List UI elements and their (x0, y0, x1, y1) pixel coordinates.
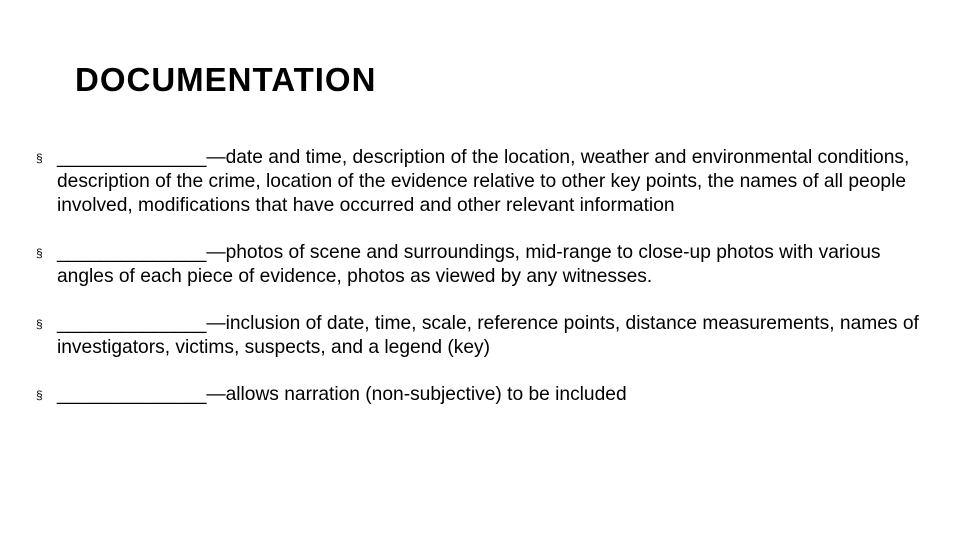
bullet-text: ______________—allows narration (non-subjective) to be included (57, 384, 627, 405)
bullet-square-icon: § (36, 246, 43, 260)
bullet-item (36, 312, 936, 360)
bullet-square-icon: § (36, 388, 43, 402)
bullet-list (36, 146, 936, 430)
bullet-text: ______________—photos of scene and surroundings, mid-range to close-up photos with various angles of each piece of evidence, photos as viewed by any witnesses. (57, 242, 881, 287)
bullet-item (36, 241, 936, 289)
bullet-item (36, 146, 936, 218)
bullet-text: ______________—inclusion of date, time, scale, reference points, distance measurements, names of investigators, victims, suspects, and a legend (key) (57, 313, 919, 358)
bullet-text: ______________—date and time, description of the location, weather and environmental conditions, description of the crime, location of the evidence relative to other key points, the names of all people involved, modifications that have occurred and other relevant information (57, 147, 910, 216)
bullet-item (36, 383, 936, 407)
bullet-square-icon: § (36, 317, 43, 331)
bullet-square-icon: § (36, 151, 43, 165)
slide-title: DOCUMENTATION (75, 61, 377, 98)
